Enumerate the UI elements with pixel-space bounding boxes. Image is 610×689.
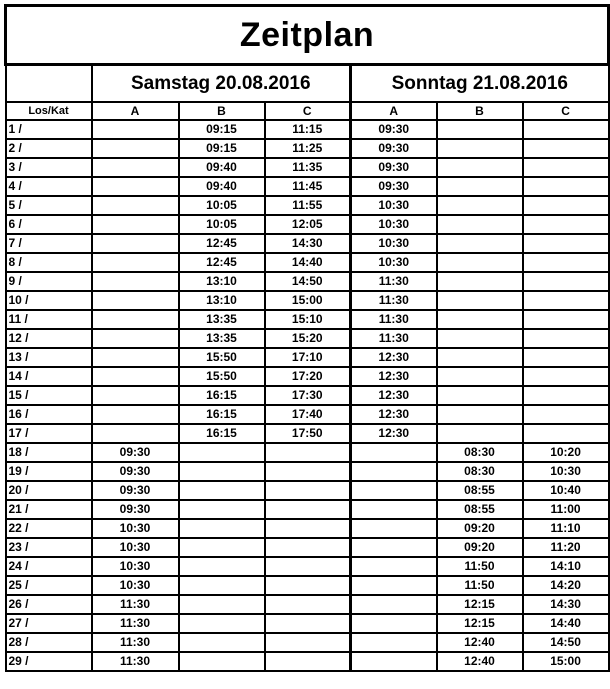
table-row (6, 652, 609, 671)
time-cell-sat-c (265, 614, 351, 633)
table-row (6, 424, 609, 443)
time-cell-sat-b: 15:50 (179, 348, 265, 367)
time-cell-sat-c: 14:30 (265, 234, 351, 253)
time-cell-sun-c (523, 348, 609, 367)
column-header-sun-c: C (523, 102, 609, 120)
time-cell-sat-c (265, 481, 351, 500)
table-row (6, 310, 609, 329)
time-cell-sat-b (179, 595, 265, 614)
time-cell-sun-b (437, 253, 523, 272)
time-cell-sat-b: 09:15 (179, 120, 265, 139)
time-cell-sun-b (437, 405, 523, 424)
column-header-sun-a: A (351, 102, 437, 120)
time-cell-sat-c (265, 595, 351, 614)
time-cell-sun-b (437, 329, 523, 348)
time-cell-sat-c: 17:20 (265, 367, 351, 386)
time-cell-sat-a: 11:30 (92, 614, 179, 633)
time-cell-sun-b (437, 386, 523, 405)
time-cell-sat-a (92, 386, 179, 405)
time-cell-sat-c (265, 443, 351, 462)
time-cell-sun-a (351, 500, 437, 519)
time-cell-sun-a (351, 519, 437, 538)
time-cell-sun-b: 09:20 (437, 538, 523, 557)
time-cell-sun-a: 12:30 (351, 386, 437, 405)
time-cell-sun-a: 12:30 (351, 405, 437, 424)
time-cell-sat-b: 12:45 (179, 253, 265, 272)
time-cell-sun-b: 12:15 (437, 595, 523, 614)
time-cell-sun-b (437, 120, 523, 139)
time-cell-sat-b (179, 652, 265, 671)
time-cell-sun-a: 09:30 (351, 139, 437, 158)
time-cell-sun-b: 12:40 (437, 652, 523, 671)
los-cell: 24 / (6, 557, 92, 576)
time-cell-sun-c: 14:30 (523, 595, 609, 614)
table-row (6, 253, 609, 272)
table-row (6, 291, 609, 310)
time-cell-sun-a (351, 481, 437, 500)
day-header-saturday: Samstag 20.08.2016 (92, 65, 351, 103)
los-cell: 19 / (6, 462, 92, 481)
time-cell-sun-c (523, 234, 609, 253)
time-cell-sat-b: 16:15 (179, 424, 265, 443)
time-cell-sun-c (523, 158, 609, 177)
time-cell-sat-c: 14:40 (265, 253, 351, 272)
table-row (6, 614, 609, 633)
time-cell-sun-a: 10:30 (351, 196, 437, 215)
time-cell-sat-c: 15:10 (265, 310, 351, 329)
time-cell-sat-c (265, 500, 351, 519)
los-cell: 25 / (6, 576, 92, 595)
time-cell-sat-b: 10:05 (179, 196, 265, 215)
time-cell-sun-a: 11:30 (351, 310, 437, 329)
table-row (6, 462, 609, 481)
time-cell-sat-c (265, 652, 351, 671)
time-cell-sat-b (179, 462, 265, 481)
table-row (6, 158, 609, 177)
time-cell-sun-b (437, 215, 523, 234)
time-cell-sat-a (92, 367, 179, 386)
los-cell: 9 / (6, 272, 92, 291)
time-cell-sat-a (92, 329, 179, 348)
time-cell-sun-b: 12:40 (437, 633, 523, 652)
time-cell-sat-b (179, 614, 265, 633)
time-cell-sat-a (92, 234, 179, 253)
time-cell-sun-a: 11:30 (351, 272, 437, 291)
time-cell-sat-c (265, 633, 351, 652)
los-cell: 6 / (6, 215, 92, 234)
column-header-sat-b: B (179, 102, 265, 120)
time-cell-sun-a (351, 633, 437, 652)
time-cell-sat-c: 17:50 (265, 424, 351, 443)
table-row (6, 215, 609, 234)
table-row (6, 595, 609, 614)
time-cell-sun-b: 08:30 (437, 443, 523, 462)
los-cell: 27 / (6, 614, 92, 633)
table-row (6, 177, 609, 196)
time-cell-sun-c: 11:20 (523, 538, 609, 557)
los-cell: 23 / (6, 538, 92, 557)
time-cell-sat-a (92, 196, 179, 215)
time-cell-sun-c: 15:00 (523, 652, 609, 671)
time-cell-sun-b (437, 310, 523, 329)
time-cell-sun-a: 11:30 (351, 329, 437, 348)
time-cell-sun-c (523, 253, 609, 272)
table-row (6, 633, 609, 652)
schedule-page (4, 4, 607, 672)
time-cell-sat-b (179, 633, 265, 652)
time-cell-sat-a (92, 253, 179, 272)
los-cell: 14 / (6, 367, 92, 386)
table-row (6, 576, 609, 595)
time-cell-sat-b: 15:50 (179, 367, 265, 386)
los-cell: 26 / (6, 595, 92, 614)
los-cell: 4 / (6, 177, 92, 196)
time-cell-sun-b (437, 139, 523, 158)
time-cell-sun-c (523, 291, 609, 310)
time-cell-sat-a: 11:30 (92, 595, 179, 614)
los-cell: 1 / (6, 120, 92, 139)
time-cell-sun-b: 11:50 (437, 557, 523, 576)
time-cell-sun-c: 14:50 (523, 633, 609, 652)
time-cell-sun-a (351, 538, 437, 557)
table-row (6, 120, 609, 139)
los-cell: 12 / (6, 329, 92, 348)
los-cell: 28 / (6, 633, 92, 652)
los-cell: 8 / (6, 253, 92, 272)
los-cell: 15 / (6, 386, 92, 405)
column-header-sat-a: A (92, 102, 179, 120)
los-cell: 29 / (6, 652, 92, 671)
time-cell-sun-a (351, 595, 437, 614)
time-cell-sun-c (523, 272, 609, 291)
time-cell-sun-b (437, 196, 523, 215)
time-cell-sat-a: 09:30 (92, 481, 179, 500)
time-cell-sat-a: 11:30 (92, 633, 179, 652)
time-cell-sat-b: 09:40 (179, 177, 265, 196)
time-cell-sat-c: 15:20 (265, 329, 351, 348)
time-cell-sat-c: 17:10 (265, 348, 351, 367)
time-cell-sat-b (179, 557, 265, 576)
table-row (6, 443, 609, 462)
page-title: Zeitplan (6, 6, 609, 65)
time-cell-sun-c: 14:40 (523, 614, 609, 633)
time-cell-sun-b: 08:30 (437, 462, 523, 481)
table-row (6, 519, 609, 538)
time-cell-sat-b: 12:45 (179, 234, 265, 253)
time-cell-sat-b (179, 500, 265, 519)
table-row (6, 196, 609, 215)
time-cell-sun-a: 12:30 (351, 367, 437, 386)
time-cell-sat-a: 10:30 (92, 538, 179, 557)
los-cell: 7 / (6, 234, 92, 253)
time-cell-sun-b (437, 367, 523, 386)
table-row (6, 139, 609, 158)
time-cell-sat-b: 13:35 (179, 310, 265, 329)
time-cell-sun-b (437, 272, 523, 291)
time-cell-sun-a (351, 557, 437, 576)
time-cell-sat-a: 11:30 (92, 652, 179, 671)
time-cell-sun-b (437, 424, 523, 443)
time-cell-sun-b (437, 177, 523, 196)
los-cell: 18 / (6, 443, 92, 462)
los-cell: 2 / (6, 139, 92, 158)
time-cell-sun-a: 09:30 (351, 158, 437, 177)
time-cell-sat-a: 09:30 (92, 462, 179, 481)
time-cell-sun-a: 10:30 (351, 215, 437, 234)
time-cell-sat-b (179, 576, 265, 595)
time-cell-sun-b (437, 348, 523, 367)
time-cell-sun-a: 09:30 (351, 177, 437, 196)
time-cell-sat-c: 11:35 (265, 158, 351, 177)
time-cell-sat-c: 14:50 (265, 272, 351, 291)
time-cell-sat-b (179, 481, 265, 500)
table-row (6, 386, 609, 405)
time-cell-sat-b: 09:40 (179, 158, 265, 177)
table-row (6, 367, 609, 386)
time-cell-sun-a (351, 614, 437, 633)
time-cell-sun-a (351, 462, 437, 481)
time-cell-sun-c: 10:20 (523, 443, 609, 462)
time-cell-sun-b: 11:50 (437, 576, 523, 595)
los-cell: 3 / (6, 158, 92, 177)
los-cell: 22 / (6, 519, 92, 538)
table-row (6, 348, 609, 367)
los-cell: 17 / (6, 424, 92, 443)
time-cell-sat-b: 13:10 (179, 291, 265, 310)
time-cell-sun-c: 10:40 (523, 481, 609, 500)
time-cell-sat-c: 12:05 (265, 215, 351, 234)
time-cell-sat-a (92, 272, 179, 291)
time-cell-sun-c (523, 367, 609, 386)
time-cell-sun-c (523, 310, 609, 329)
time-cell-sun-a: 10:30 (351, 253, 437, 272)
time-cell-sat-a: 10:30 (92, 519, 179, 538)
table-row (6, 538, 609, 557)
time-cell-sun-a: 12:30 (351, 348, 437, 367)
time-cell-sat-c (265, 576, 351, 595)
los-cell: 5 / (6, 196, 92, 215)
time-cell-sat-b: 10:05 (179, 215, 265, 234)
time-cell-sat-c: 11:55 (265, 196, 351, 215)
time-cell-sun-a: 12:30 (351, 424, 437, 443)
los-cell: 11 / (6, 310, 92, 329)
time-cell-sun-b: 12:15 (437, 614, 523, 633)
time-cell-sat-c (265, 519, 351, 538)
time-cell-sat-c: 11:15 (265, 120, 351, 139)
time-cell-sat-a (92, 120, 179, 139)
los-cell: 10 / (6, 291, 92, 310)
time-cell-sun-a: 09:30 (351, 120, 437, 139)
day-header-sunday: Sonntag 21.08.2016 (351, 65, 609, 103)
time-cell-sat-b: 13:10 (179, 272, 265, 291)
time-cell-sat-a (92, 177, 179, 196)
time-cell-sun-a: 11:30 (351, 291, 437, 310)
time-cell-sun-c (523, 177, 609, 196)
time-cell-sat-b (179, 538, 265, 557)
column-header-sun-b: B (437, 102, 523, 120)
column-header-sat-c: C (265, 102, 351, 120)
table-row (6, 500, 609, 519)
time-cell-sun-c (523, 196, 609, 215)
time-cell-sat-b: 09:15 (179, 139, 265, 158)
time-cell-sat-c: 17:30 (265, 386, 351, 405)
table-row (6, 557, 609, 576)
time-cell-sat-b: 16:15 (179, 386, 265, 405)
time-cell-sat-a: 10:30 (92, 557, 179, 576)
time-cell-sat-c: 15:00 (265, 291, 351, 310)
time-cell-sat-c (265, 462, 351, 481)
time-cell-sun-c: 14:20 (523, 576, 609, 595)
time-cell-sun-b (437, 158, 523, 177)
los-cell: 13 / (6, 348, 92, 367)
time-cell-sun-a (351, 652, 437, 671)
time-cell-sat-a: 09:30 (92, 443, 179, 462)
table-row (6, 234, 609, 253)
time-cell-sat-c (265, 538, 351, 557)
time-cell-sun-c: 14:10 (523, 557, 609, 576)
time-cell-sun-c (523, 386, 609, 405)
time-cell-sat-b: 16:15 (179, 405, 265, 424)
time-cell-sun-b (437, 291, 523, 310)
time-cell-sat-a (92, 215, 179, 234)
time-cell-sat-a: 09:30 (92, 500, 179, 519)
time-cell-sun-a: 10:30 (351, 234, 437, 253)
time-cell-sat-c (265, 557, 351, 576)
time-cell-sun-b: 09:20 (437, 519, 523, 538)
time-cell-sat-a (92, 424, 179, 443)
table-row (6, 481, 609, 500)
time-cell-sat-a (92, 139, 179, 158)
time-cell-sun-b: 08:55 (437, 481, 523, 500)
time-cell-sat-a: 10:30 (92, 576, 179, 595)
time-cell-sun-c (523, 139, 609, 158)
corner-cell (6, 65, 92, 103)
time-cell-sat-c: 11:25 (265, 139, 351, 158)
time-cell-sun-c: 11:00 (523, 500, 609, 519)
time-cell-sun-b: 08:55 (437, 500, 523, 519)
time-cell-sat-b (179, 519, 265, 538)
time-cell-sun-c (523, 120, 609, 139)
time-cell-sat-b (179, 443, 265, 462)
time-cell-sun-c (523, 424, 609, 443)
time-cell-sun-b (437, 234, 523, 253)
time-cell-sun-a (351, 576, 437, 595)
time-cell-sat-a (92, 310, 179, 329)
time-cell-sat-a (92, 348, 179, 367)
los-cell: 20 / (6, 481, 92, 500)
schedule-table (4, 4, 610, 672)
los-cell: 21 / (6, 500, 92, 519)
time-cell-sun-c (523, 329, 609, 348)
column-header-los-kat: Los/Kat (6, 102, 92, 120)
time-cell-sat-a (92, 405, 179, 424)
time-cell-sun-a (351, 443, 437, 462)
time-cell-sat-c: 11:45 (265, 177, 351, 196)
table-row (6, 329, 609, 348)
time-cell-sat-c: 17:40 (265, 405, 351, 424)
time-cell-sun-c (523, 215, 609, 234)
table-row (6, 405, 609, 424)
time-cell-sat-a (92, 158, 179, 177)
table-row (6, 272, 609, 291)
time-cell-sun-c: 11:10 (523, 519, 609, 538)
time-cell-sat-b: 13:35 (179, 329, 265, 348)
los-cell: 16 / (6, 405, 92, 424)
time-cell-sat-a (92, 291, 179, 310)
time-cell-sun-c: 10:30 (523, 462, 609, 481)
time-cell-sun-c (523, 405, 609, 424)
